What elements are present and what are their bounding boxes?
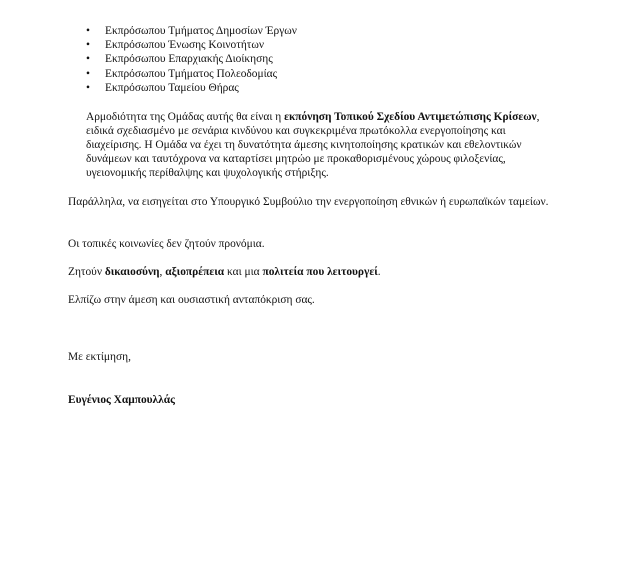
dignity-emphasis: αξιοπρέπεια (165, 266, 225, 278)
crisis-plan-emphasis: εκπόνηση Τοπικού Σχεδίου Αντιμετώπισης Κρίσεων (284, 111, 537, 123)
demands-paragraph (68, 265, 556, 279)
representatives-list (86, 24, 297, 95)
privileges-paragraph: Οι τοπικές κοινωνίες δεν ζητούν προνόμια. (68, 238, 265, 250)
signature-name: Ευγένιος Χαμπουλλάς (68, 394, 175, 406)
list-item: • Εκπρόσωπου Επαρχιακής Διοίκησης (86, 52, 297, 66)
closing-line: Με εκτίμηση, (68, 351, 131, 363)
demands-separator: και μια (224, 266, 263, 278)
funds-paragraph: Παράλληλα, να εισηγείται στο Υπουργικό Συμβούλιο την ενεργοποίηση εθνικών ή ευρωπαϊκών ταμείων. (68, 196, 549, 208)
responsibility-paragraph (86, 110, 556, 180)
responsibility-text-start: Αρμοδιότητα της Ομάδας αυτής θα είναι η (86, 111, 285, 123)
signature (68, 393, 556, 407)
responsibility-text-end: , ειδικά σχεδιασμένο με σενάρια κινδύνου και συγκεκριμένα πρωτόκολλα ενεργοποίησης και διαχείρισης. Η Ομάδα να έχει τη δυνατότητα άμεσης κινητοποίησης κρατικών και εθελοντικών δυνάμεων και ταυτόχρονα να καταρτίσει μητρώο με προκαθορισμένους χώρους φιλοξενίας, υγειονομικής περίθαλψης και ψυχολογικής στήριξης. (86, 111, 540, 179)
demands-separator: , (159, 266, 166, 278)
hope-paragraph: Ελπίζω στην άμεση και ουσιαστική ανταπόκριση σας. (68, 294, 315, 306)
list-item: • Εκπρόσωπου Τμήματος Δημοσίων Έργων (86, 24, 297, 38)
list-item: • Εκπρόσωπου Ταμείου Θήρας (86, 81, 297, 95)
justice-emphasis: δικαιοσύνη (104, 266, 160, 278)
list-item: • Εκπρόσωπου Τμήματος Πολεοδομίας (86, 67, 297, 81)
demands-end: . (377, 266, 381, 278)
state-emphasis: πολιτεία που λειτουργεί (262, 266, 378, 278)
list-item: • Εκπρόσωπου Ένωσης Κοινοτήτων (86, 38, 297, 52)
demands-prefix: Ζητούν (68, 266, 105, 278)
